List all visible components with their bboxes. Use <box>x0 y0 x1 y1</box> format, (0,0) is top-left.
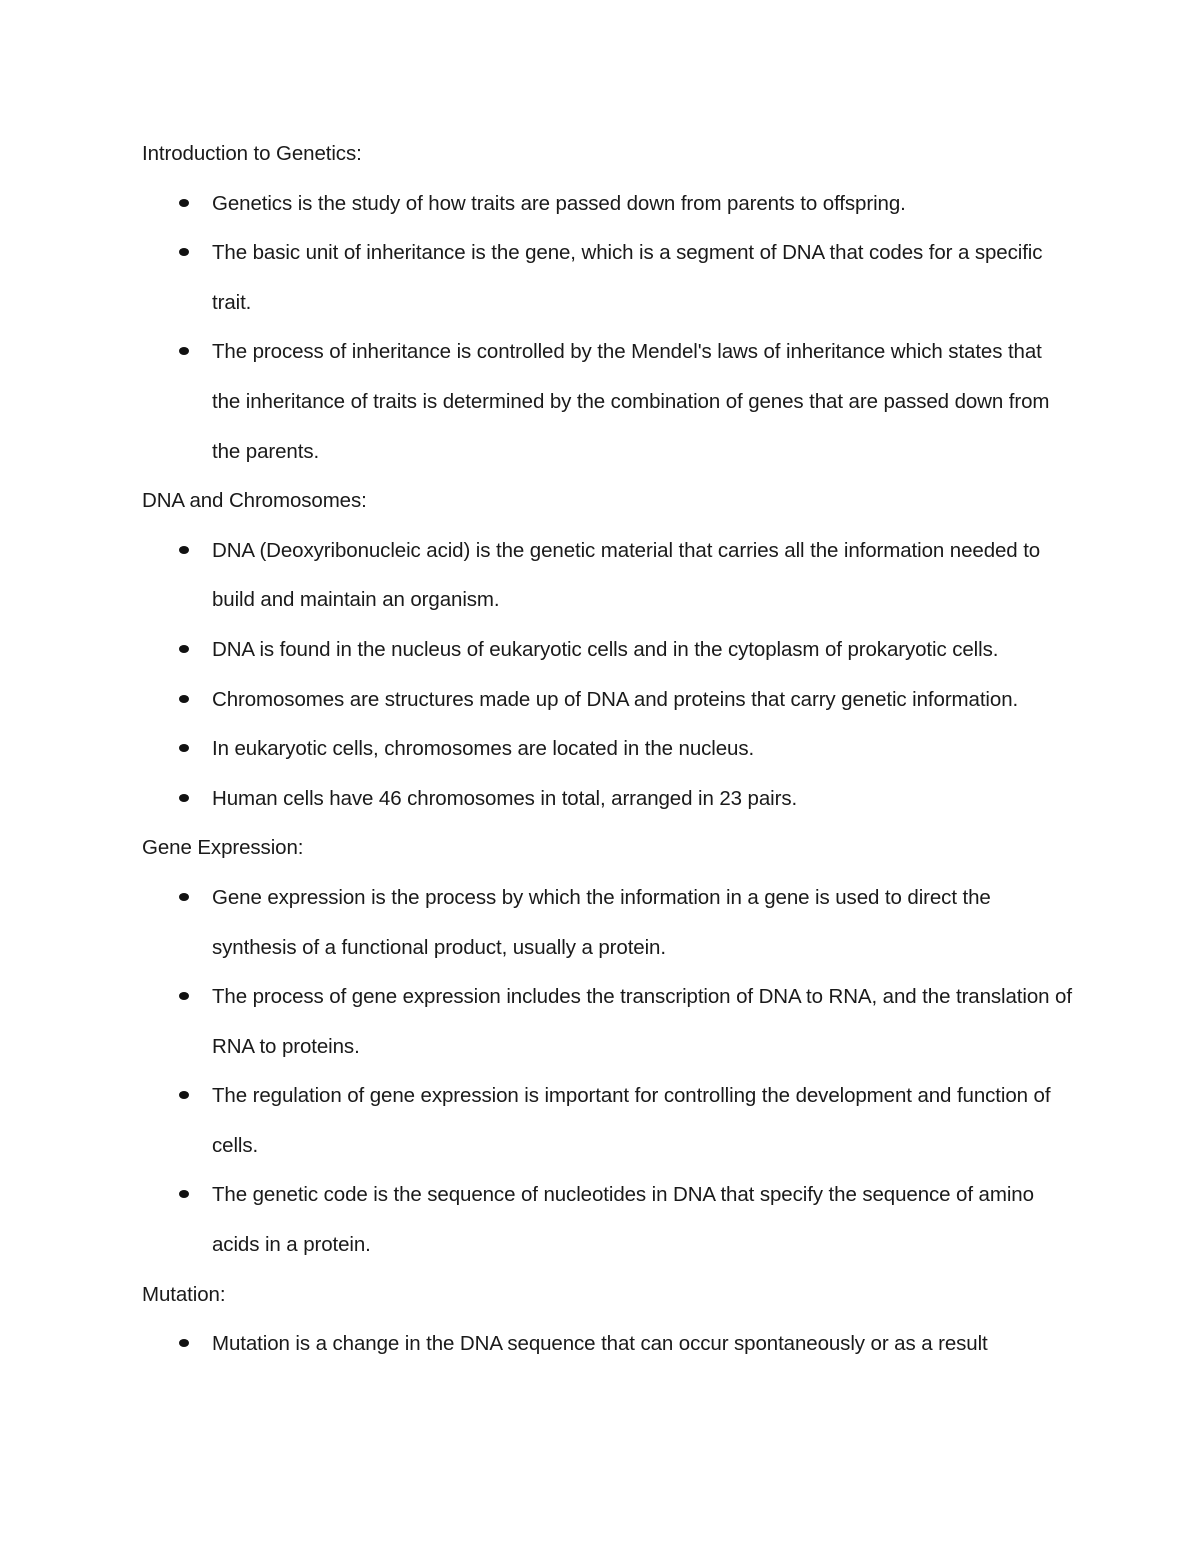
bullet-icon <box>179 893 189 901</box>
bullet-icon <box>179 992 189 1000</box>
bullet-list <box>142 179 1072 477</box>
section-heading: DNA and Chromosomes: <box>142 489 367 513</box>
bullet-icon <box>179 248 189 256</box>
list-item <box>142 675 1072 725</box>
list-item-text: The regulation of gene expression is important for controlling the development and function of cells. <box>212 1084 1051 1157</box>
bullet-icon <box>179 1190 189 1198</box>
list-item-text: The process of inheritance is controlled by the Mendel's laws of inheritance which states that the inheritance of traits is determined by the combination of genes that are passed down from the parents. <box>212 340 1050 463</box>
section-mutation <box>142 1270 1072 1369</box>
list-item-text: Mutation is a change in the DNA sequence that can occur spontaneously or as a result <box>212 1332 988 1356</box>
list-item-text: Chromosomes are structures made up of DNA and proteins that carry genetic information. <box>212 687 1019 711</box>
list-item <box>142 625 1072 675</box>
list-item-text: The genetic code is the sequence of nucleotides in DNA that specify the sequence of amino acids in a protein. <box>212 1183 1034 1257</box>
list-item-text: The process of gene expression includes the transcription of DNA to RNA, and the translation of RNA to proteins. <box>212 985 1072 1058</box>
section-heading: Mutation: <box>142 1282 226 1306</box>
bullet-icon <box>179 794 189 802</box>
list-item <box>142 972 1072 1071</box>
list-item <box>142 1319 1072 1369</box>
bullet-list <box>142 1319 1072 1369</box>
bullet-icon <box>179 546 189 554</box>
list-item <box>142 179 1072 229</box>
section-heading: Gene Expression: <box>142 836 304 860</box>
list-item <box>142 228 1072 327</box>
section-gene-expression <box>142 823 1072 1269</box>
bullet-icon <box>179 645 189 653</box>
bullet-icon <box>179 199 189 207</box>
document-body <box>142 129 1072 1369</box>
bullet-icon <box>179 744 189 752</box>
bullet-list <box>142 526 1072 824</box>
section-introduction-to-genetics <box>142 129 1072 476</box>
list-item-text: DNA (Deoxyribonucleic acid) is the genetic material that carries all the information needed to build and maintain an organism. <box>212 538 1041 612</box>
list-item-text: Human cells have 46 chromosomes in total, arranged in 23 pairs. <box>212 786 798 810</box>
bullet-icon <box>179 347 189 355</box>
list-item <box>142 873 1072 972</box>
list-item-text: Genetics is the study of how traits are passed down from parents to offspring. <box>212 191 906 215</box>
list-item <box>142 1170 1072 1269</box>
list-item <box>142 724 1072 774</box>
section-dna-and-chromosomes <box>142 476 1072 823</box>
list-item-text: In eukaryotic cells, chromosomes are located in the nucleus. <box>212 737 755 761</box>
bullet-icon <box>179 695 189 703</box>
list-item <box>142 327 1072 476</box>
list-item <box>142 774 1072 824</box>
list-item-text: Gene expression is the process by which the information in a gene is used to direct the synthesis of a functional product, usually a protein. <box>212 885 991 959</box>
list-item <box>142 1071 1072 1170</box>
bullet-list <box>142 873 1072 1270</box>
section-heading: Introduction to Genetics: <box>142 142 362 165</box>
list-item-text: DNA is found in the nucleus of eukaryotic cells and in the cytoplasm of prokaryotic cells. <box>212 637 999 661</box>
bullet-icon <box>179 1091 189 1099</box>
list-item <box>142 526 1072 625</box>
list-item-text: The basic unit of inheritance is the gene, which is a segment of DNA that codes for a specific trait. <box>212 241 1043 314</box>
bullet-icon <box>179 1339 189 1347</box>
